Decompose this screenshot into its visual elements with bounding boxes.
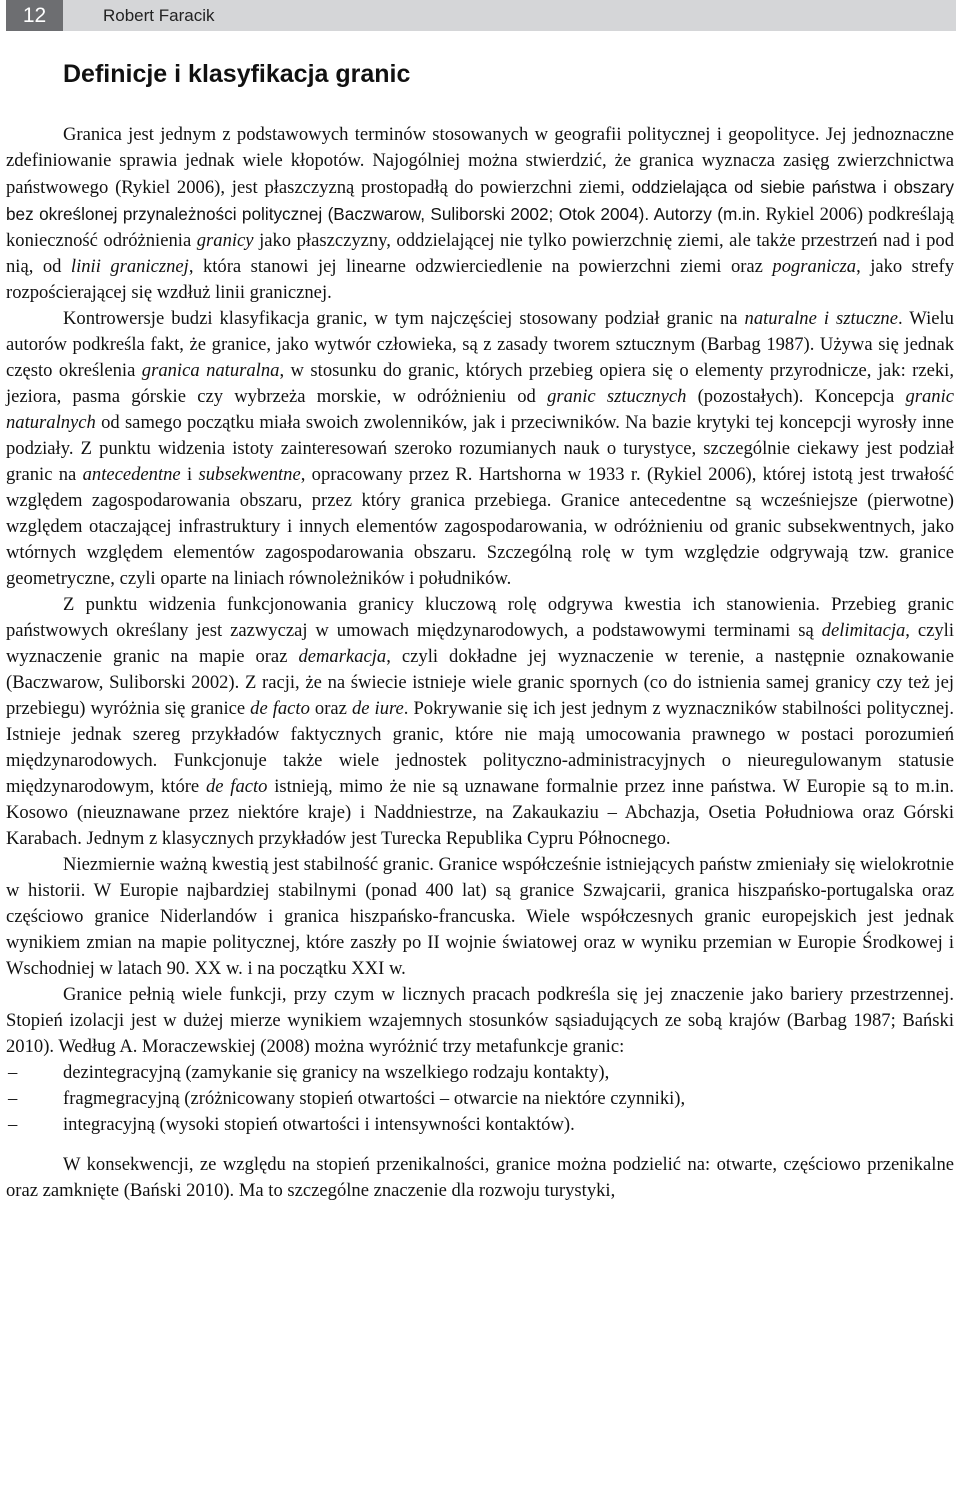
paragraph-6: W konsekwencji, ze względu na stopień przenikalności, granice można podzielić na: otwarte, częściowo przenikalne oraz zamknięte (Bański 2010). Ma to szczególne znaczenie dla rozwoju turystyki, [6,1154,954,1201]
paragraph-1: Granica jest jednym z podstawowych terminów stosowanych w geografii politycznej i geopolityce. Jej jednoznaczne zdefiniowanie sprawia jednak wiele kłopotów. Najogólniej można stwierdzić, że granica wyznacza zasięg zwierzchnictwa państwowego (Rykiel 2006), jest płaszczyzną prostopadłą do powierzchni ziemi, oddzielająca od siebie państwa i obszary bez określonej przynależności politycznej (Baczwarow, Suliborski 2002; Otok 2004). Autorzy (m.in. Rykiel 2006) podkreślają konieczność odróżnienia granicy jako płaszczyzny, oddzielającej nie tylko powierzchnię ziemi, ale także przestrzeń nad i pod nią, od linii granicznej, która stanowi jej linearne odzwierciedlenie na powierzchni ziemi oraz pogranicza, jako strefy rozpościerającej się wzdłuż linii granicznej. [6,124,955,303]
paragraph-5: Granice pełnią wiele funkcji, przy czym w licznych pracach podkreśla się jej znaczenie jako bariery przestrzennej. Stopień izolacji jest w dużej mierze wynikiem wzajemnych stosunków sąsiadujących ze sobą krajów (Barbag 1987; Bański 2010). Według A. Moraczewskiej (2008) można wyróżnić trzy metafunkcje granic: [6,984,954,1057]
list-item: – integracyjną (wysoki stopień otwartości i intensywności kontaktów). [6,1112,954,1138]
page-number: 12 [6,0,63,31]
metafunctions-list [6,1060,954,1138]
section-title: Definicje i klasyfikacja granic [63,60,411,88]
paragraph-3: Z punktu widzenia funkcjonowania granicy kluczową rolę odgrywa kwestia ich stanowienia. Przebieg granic państwowych określany jest zazwyczaj w umowach międzynarodowych, a podstawowymi terminami są delimitacja, czyli wyznaczenie granic na mapie oraz demarkacja, czyli dokładne jej wyznaczenie w terenie, a następnie oznakowanie (Baczwarow, Suliborski 2002). Z racji, że na świecie istnieje wiele granic spornych (co do istnienia samej granicy czy też jej przebiegu) wyróżnia się granice de facto oraz de iure. Pokrywanie się ich jest jednym z wyznaczników stabilności politycznej. Istnieje jednak szereg przykładów faktycznych granic, które nie mają umocowania prawnego w postaci porozumień międzynarodowych. Funkcjonuje także wiele jednostek polityczno-administracyjnych o nieuregulowanym statusie międzynarodowym, które de facto istnieją, mimo że nie są uznawane formalnie przez inne państwa. W Europie są to m.in. Kosowo (nieuznawane przez niektóre kraje) i Naddniestrze, na Zakaukaziu – Abchazja, Osetia Południowa oraz Górski Karabach. Jednym z klasycznych przykładów jest Turecka Republika Cypru Północnego. [6,594,954,849]
paragraph-4: Niezmiernie ważną kwestią jest stabilność granic. Granice współcześnie istniejących państw zmieniały się wielokrotnie w historii. W Europie najbardziej stabilnymi (ponad 400 lat) są granice Szwajcarii, granica hiszpańsko-portugalska oraz częściowo granice Niderlandów i granica hiszpańsko-francuska. Wiele współczesnych granic europejskich jest jednak wynikiem zmian na mapie politycznej, które zaszły po II wojnie światowej oraz w wyniku przemian w Europie Środkowej i Wschodniej w latach 90. XX w. i na początku XXI w. [6,854,954,979]
paragraph-2: Kontrowersje budzi klasyfikacja granic, w tym najczęściej stosowany podział granic na naturalne i sztuczne. Wielu autorów podkreśla fakt, że granice, jako wytwór człowieka, są z zasady tworem sztucznym (Barbag 1987). Używa się jednak często określenia granica naturalna, w stosunku do granic, których przebieg opiera się o elementy przyrodnicze, jak: rzeki, jeziora, pasma górskie czy wybrzeża morskie, w odróżnieniu od granic sztucznych (pozostałych). Koncepcja granic naturalnych od samego początku miała swoich zwolenników, jak i przeciwników. Na bazie krytyki tej koncepcji wyrosły inne podziały. Z punktu widzenia istoty zainteresowań szeroko rozumianych nauk o turystyce, szczególnie ciekawy jest podział granic na antecedentne i subsekwentne, opracowany przez R. Hartshorna w 1933 r. (Rykiel 2006), której istotą jest trwałość względem zagospodarowania obszaru, przez który granica przebiega. Granice antecedentne są wcześniejsze (pierwotne) względem otaczającej infrastruktury i innych elementów zagospodarowania, w odróżnieniu od granic subsekwentnych, jako wtórnych względem elementów zagospodarowania obszaru. Szczególną rolę w tym względzie odgrywają tzw. granice geometryczne, czyli oparte na liniach równoleżników i południków. [6,308,955,589]
dash-bullet: – [8,1088,18,1109]
body-text [6,122,954,1204]
dash-bullet: – [8,1114,18,1135]
dash-bullet: – [8,1062,18,1083]
running-head-author: Robert Faracik [63,0,956,31]
list-item: – fragmegracyjną (zróżnicowany stopień otwartości – otwarcie na niektóre czynniki), [6,1086,954,1112]
page-header [6,0,956,31]
list-item: – dezintegracyjną (zamykanie się granicy na wszelkiego rodzaju kontakty), [6,1060,954,1086]
